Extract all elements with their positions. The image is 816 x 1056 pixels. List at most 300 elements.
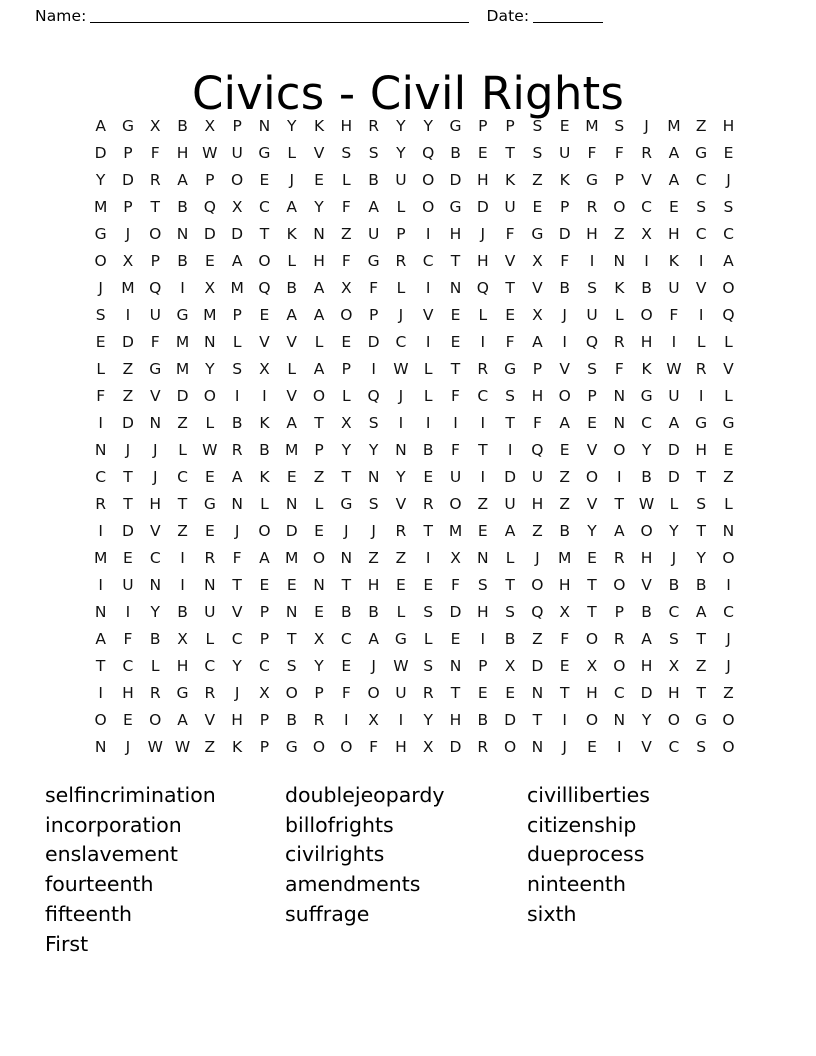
grid-letter[interactable]: N: [231, 495, 243, 513]
word-list-item[interactable]: enslavement: [45, 842, 178, 867]
grid-letter[interactable]: O: [640, 522, 653, 540]
grid-letter[interactable]: G: [258, 144, 271, 162]
grid-letter[interactable]: K: [505, 171, 516, 189]
grid-letter[interactable]: Z: [559, 468, 570, 486]
grid-letter[interactable]: O: [531, 576, 544, 594]
grid-letter[interactable]: B: [422, 441, 434, 459]
grid-letter[interactable]: Z: [313, 468, 325, 486]
grid-letter[interactable]: Z: [613, 225, 625, 243]
grid-letter[interactable]: O: [312, 738, 326, 756]
grid-letter[interactable]: M: [93, 198, 108, 216]
grid-letter[interactable]: L: [342, 171, 351, 189]
grid-letter[interactable]: I: [425, 333, 431, 351]
grid-letter[interactable]: W: [202, 441, 218, 459]
grid-letter[interactable]: A: [286, 414, 298, 432]
grid-letter[interactable]: D: [558, 225, 571, 243]
grid-letter[interactable]: Z: [477, 495, 489, 513]
grid-letter[interactable]: Q: [203, 198, 216, 216]
grid-letter[interactable]: I: [617, 738, 622, 756]
grid-letter[interactable]: F: [369, 279, 379, 297]
grid-letter[interactable]: F: [505, 225, 515, 243]
grid-letter[interactable]: F: [341, 198, 351, 216]
grid-letter[interactable]: Y: [286, 117, 297, 135]
word-list-item[interactable]: civilliberties: [527, 783, 650, 807]
grid-letter[interactable]: A: [286, 306, 298, 324]
grid-letter[interactable]: X: [532, 252, 543, 270]
grid-letter[interactable]: A: [723, 252, 734, 270]
grid-letter[interactable]: J: [480, 225, 486, 243]
grid-letter[interactable]: J: [726, 657, 731, 675]
grid-letter[interactable]: I: [562, 711, 567, 729]
grid-letter[interactable]: H: [695, 441, 707, 459]
grid-letter[interactable]: R: [695, 360, 707, 378]
grid-letter[interactable]: V: [695, 279, 707, 297]
grid-letter[interactable]: I: [234, 387, 240, 405]
grid-letter[interactable]: J: [125, 738, 131, 756]
grid-letter[interactable]: O: [640, 306, 653, 324]
grid-letter[interactable]: E: [259, 171, 270, 189]
word-list-item[interactable]: First: [45, 931, 89, 956]
grid-letter[interactable]: S: [477, 576, 488, 594]
grid-letter[interactable]: N: [477, 549, 489, 567]
grid-letter[interactable]: E: [204, 522, 215, 540]
word-list-item[interactable]: dueprocess: [527, 842, 645, 867]
grid-letter[interactable]: N: [613, 387, 626, 405]
grid-letter[interactable]: J: [344, 522, 349, 540]
grid-letter[interactable]: E: [314, 603, 324, 621]
grid-letter[interactable]: S: [723, 198, 734, 216]
grid-letter[interactable]: I: [425, 225, 431, 243]
grid-letter[interactable]: Y: [641, 441, 652, 459]
grid-letter[interactable]: O: [203, 387, 216, 405]
grid-letter[interactable]: U: [668, 387, 680, 405]
grid-letter[interactable]: P: [259, 630, 270, 648]
grid-letter[interactable]: W: [147, 738, 163, 756]
grid-letter[interactable]: D: [367, 333, 380, 351]
grid-letter[interactable]: C: [668, 738, 680, 756]
grid-letter[interactable]: Y: [641, 711, 652, 729]
grid-letter[interactable]: G: [449, 198, 462, 216]
grid-letter[interactable]: J: [562, 738, 567, 756]
grid-letter[interactable]: F: [150, 144, 160, 162]
grid-letter[interactable]: X: [149, 117, 161, 135]
grid-letter[interactable]: S: [368, 414, 379, 432]
grid-letter[interactable]: P: [314, 684, 324, 702]
grid-letter[interactable]: L: [96, 360, 105, 378]
grid-letter[interactable]: H: [586, 225, 598, 243]
grid-letter[interactable]: F: [587, 144, 597, 162]
grid-letter[interactable]: I: [98, 522, 103, 540]
grid-letter[interactable]: O: [585, 468, 599, 486]
grid-letter[interactable]: I: [507, 441, 513, 459]
word-list-item[interactable]: citizenship: [527, 812, 637, 837]
grid-letter[interactable]: X: [368, 711, 379, 729]
grid-letter[interactable]: I: [98, 684, 103, 702]
grid-letter[interactable]: E: [450, 630, 461, 648]
grid-letter[interactable]: X: [259, 360, 270, 378]
grid-letter[interactable]: I: [98, 576, 103, 594]
grid-letter[interactable]: K: [232, 738, 243, 756]
grid-letter[interactable]: W: [638, 495, 655, 513]
grid-letter[interactable]: P: [560, 198, 570, 216]
grid-letter[interactable]: Y: [396, 468, 406, 486]
grid-letter[interactable]: H: [449, 225, 462, 243]
grid-letter[interactable]: J: [562, 306, 567, 324]
grid-letter[interactable]: S: [587, 279, 597, 297]
grid-letter[interactable]: O: [149, 225, 162, 243]
grid-letter[interactable]: E: [723, 441, 734, 459]
grid-letter[interactable]: G: [176, 306, 189, 324]
grid-letter[interactable]: I: [480, 468, 486, 486]
grid-letter[interactable]: A: [368, 630, 379, 648]
grid-letter[interactable]: N: [313, 225, 325, 243]
grid-letter[interactable]: A: [95, 117, 106, 135]
grid-letter[interactable]: K: [668, 252, 679, 270]
grid-letter[interactable]: K: [313, 117, 325, 135]
grid-letter[interactable]: G: [695, 711, 708, 729]
grid-letter[interactable]: V: [586, 495, 598, 513]
grid-letter[interactable]: I: [398, 711, 404, 729]
grid-letter[interactable]: T: [696, 684, 706, 702]
grid-letter[interactable]: G: [695, 144, 708, 162]
grid-letter[interactable]: N: [94, 738, 107, 756]
grid-letter[interactable]: S: [668, 630, 679, 648]
grid-letter[interactable]: T: [450, 360, 461, 378]
grid-letter[interactable]: Q: [722, 306, 735, 324]
grid-letter[interactable]: R: [613, 333, 625, 351]
grid-letter[interactable]: C: [695, 171, 707, 189]
grid-letter[interactable]: F: [532, 414, 542, 432]
grid-letter[interactable]: G: [367, 252, 380, 270]
grid-letter[interactable]: J: [125, 441, 131, 459]
grid-letter[interactable]: M: [448, 522, 463, 540]
grid-letter[interactable]: Z: [122, 360, 134, 378]
grid-letter[interactable]: H: [449, 711, 462, 729]
grid-letter[interactable]: A: [259, 549, 270, 567]
grid-letter[interactable]: I: [425, 414, 431, 432]
grid-letter[interactable]: K: [559, 171, 570, 189]
grid-letter[interactable]: U: [204, 603, 216, 621]
grid-letter[interactable]: A: [368, 198, 379, 216]
grid-letter[interactable]: P: [396, 225, 406, 243]
grid-letter[interactable]: A: [313, 306, 325, 324]
grid-letter[interactable]: E: [286, 576, 297, 594]
grid-letter[interactable]: D: [94, 144, 107, 162]
grid-letter[interactable]: H: [640, 549, 653, 567]
grid-letter[interactable]: N: [285, 495, 298, 513]
grid-letter[interactable]: Q: [531, 441, 544, 459]
grid-letter[interactable]: H: [395, 738, 407, 756]
grid-letter[interactable]: G: [340, 495, 353, 513]
grid-letter[interactable]: L: [724, 495, 733, 513]
grid-letter[interactable]: D: [121, 171, 134, 189]
grid-letter[interactable]: L: [287, 144, 297, 162]
grid-letter[interactable]: P: [368, 306, 379, 324]
grid-letter[interactable]: U: [395, 171, 407, 189]
grid-letter[interactable]: O: [722, 738, 735, 756]
grid-letter[interactable]: T: [696, 468, 706, 486]
grid-letter[interactable]: J: [671, 549, 677, 567]
grid-letter[interactable]: T: [587, 603, 597, 621]
grid-letter[interactable]: V: [559, 360, 570, 378]
grid-letter[interactable]: E: [587, 414, 597, 432]
grid-letter[interactable]: J: [234, 522, 240, 540]
grid-letter[interactable]: D: [121, 414, 134, 432]
grid-letter[interactable]: A: [177, 711, 188, 729]
grid-letter[interactable]: L: [724, 333, 733, 351]
grid-letter[interactable]: W: [202, 144, 218, 162]
grid-letter[interactable]: G: [176, 684, 189, 702]
grid-letter[interactable]: R: [422, 684, 434, 702]
grid-letter[interactable]: T: [259, 225, 270, 243]
grid-letter[interactable]: T: [505, 576, 515, 594]
grid-letter[interactable]: E: [559, 117, 570, 135]
grid-letter[interactable]: B: [477, 711, 489, 729]
grid-letter[interactable]: F: [341, 252, 351, 270]
grid-letter[interactable]: X: [259, 684, 270, 702]
grid-letter[interactable]: L: [505, 549, 515, 567]
grid-letter[interactable]: Y: [314, 198, 324, 216]
grid-letter[interactable]: J: [398, 387, 404, 405]
grid-letter[interactable]: A: [286, 198, 298, 216]
grid-letter[interactable]: N: [258, 117, 271, 135]
grid-letter[interactable]: F: [669, 306, 679, 324]
grid-letter[interactable]: Z: [723, 468, 734, 486]
grid-letter[interactable]: H: [640, 333, 653, 351]
grid-letter[interactable]: U: [504, 198, 516, 216]
grid-letter[interactable]: H: [476, 171, 489, 189]
grid-letter[interactable]: T: [478, 441, 488, 459]
date-write-in-line[interactable]: [533, 21, 603, 23]
grid-letter[interactable]: Z: [177, 522, 188, 540]
grid-letter[interactable]: A: [504, 522, 516, 540]
grid-letter[interactable]: M: [585, 117, 599, 135]
grid-letter[interactable]: T: [696, 522, 706, 540]
grid-letter[interactable]: M: [558, 549, 572, 567]
grid-letter[interactable]: E: [341, 333, 352, 351]
grid-letter[interactable]: G: [121, 117, 134, 135]
grid-letter[interactable]: I: [180, 549, 185, 567]
grid-letter[interactable]: D: [449, 738, 462, 756]
grid-letter[interactable]: P: [259, 711, 270, 729]
grid-letter[interactable]: O: [285, 684, 298, 702]
grid-letter[interactable]: U: [231, 144, 243, 162]
grid-letter[interactable]: O: [613, 198, 626, 216]
grid-letter[interactable]: I: [480, 630, 486, 648]
grid-letter[interactable]: Z: [122, 387, 134, 405]
grid-letter[interactable]: F: [560, 630, 570, 648]
grid-letter[interactable]: G: [449, 117, 462, 135]
grid-letter[interactable]: C: [395, 333, 407, 351]
grid-letter[interactable]: S: [696, 495, 707, 513]
grid-letter[interactable]: X: [231, 198, 243, 216]
grid-letter[interactable]: G: [695, 414, 708, 432]
grid-letter[interactable]: P: [123, 198, 133, 216]
grid-letter[interactable]: O: [94, 252, 107, 270]
grid-letter[interactable]: R: [422, 495, 434, 513]
grid-letter[interactable]: D: [476, 198, 489, 216]
grid-letter[interactable]: P: [150, 252, 160, 270]
grid-letter[interactable]: L: [205, 630, 215, 648]
grid-letter[interactable]: R: [641, 144, 652, 162]
grid-letter[interactable]: R: [586, 198, 598, 216]
grid-letter[interactable]: Q: [367, 387, 380, 405]
grid-letter[interactable]: X: [313, 630, 325, 648]
grid-letter[interactable]: D: [231, 225, 244, 243]
grid-letter[interactable]: M: [285, 441, 299, 459]
grid-letter[interactable]: N: [204, 576, 216, 594]
grid-letter[interactable]: R: [204, 549, 216, 567]
grid-letter[interactable]: Y: [696, 549, 706, 567]
grid-letter[interactable]: D: [285, 522, 298, 540]
grid-letter[interactable]: W: [174, 738, 191, 756]
grid-letter[interactable]: C: [723, 603, 734, 621]
grid-letter[interactable]: X: [450, 549, 461, 567]
grid-letter[interactable]: B: [177, 603, 188, 621]
grid-letter[interactable]: Q: [422, 144, 435, 162]
grid-letter[interactable]: R: [149, 171, 161, 189]
grid-letter[interactable]: Y: [205, 360, 215, 378]
grid-letter[interactable]: P: [259, 738, 270, 756]
grid-letter[interactable]: U: [122, 576, 134, 594]
grid-letter[interactable]: Y: [669, 522, 679, 540]
grid-letter[interactable]: S: [614, 117, 625, 135]
grid-letter[interactable]: S: [696, 738, 707, 756]
word-list-item[interactable]: sixth: [527, 901, 577, 926]
grid-letter[interactable]: C: [422, 252, 434, 270]
grid-letter[interactable]: G: [640, 387, 653, 405]
grid-letter[interactable]: C: [259, 657, 270, 675]
grid-letter[interactable]: G: [394, 630, 407, 648]
grid-letter[interactable]: S: [696, 198, 707, 216]
grid-letter[interactable]: T: [614, 495, 625, 513]
grid-letter[interactable]: N: [204, 333, 216, 351]
grid-letter[interactable]: C: [231, 630, 243, 648]
grid-letter[interactable]: I: [98, 414, 103, 432]
grid-letter[interactable]: T: [177, 495, 188, 513]
grid-letter[interactable]: M: [203, 306, 217, 324]
grid-letter[interactable]: Z: [532, 171, 543, 189]
grid-letter[interactable]: T: [341, 576, 352, 594]
grid-letter[interactable]: L: [396, 603, 406, 621]
grid-letter[interactable]: S: [95, 306, 106, 324]
grid-letter[interactable]: O: [340, 738, 353, 756]
grid-letter[interactable]: B: [641, 279, 652, 297]
grid-letter[interactable]: T: [532, 711, 543, 729]
grid-letter[interactable]: N: [722, 522, 735, 540]
grid-letter[interactable]: I: [180, 576, 185, 594]
grid-letter[interactable]: J: [726, 630, 731, 648]
grid-letter[interactable]: O: [258, 522, 271, 540]
grid-letter[interactable]: I: [562, 333, 567, 351]
grid-letter[interactable]: O: [722, 279, 735, 297]
grid-letter[interactable]: I: [698, 306, 704, 324]
grid-letter[interactable]: E: [587, 738, 597, 756]
grid-letter[interactable]: D: [531, 657, 544, 675]
grid-letter[interactable]: E: [450, 333, 461, 351]
grid-letter[interactable]: H: [722, 117, 735, 135]
grid-letter[interactable]: E: [259, 576, 270, 594]
grid-letter[interactable]: Y: [396, 117, 406, 135]
grid-letter[interactable]: O: [504, 738, 517, 756]
grid-letter[interactable]: P: [314, 441, 324, 459]
grid-letter[interactable]: Y: [368, 441, 379, 459]
grid-letter[interactable]: B: [231, 414, 243, 432]
grid-letter[interactable]: G: [585, 171, 598, 189]
grid-letter[interactable]: B: [341, 603, 352, 621]
grid-letter[interactable]: A: [668, 171, 680, 189]
grid-letter[interactable]: X: [204, 279, 216, 297]
grid-letter[interactable]: G: [94, 225, 107, 243]
grid-letter[interactable]: V: [259, 333, 270, 351]
grid-letter[interactable]: Z: [695, 657, 707, 675]
grid-letter[interactable]: S: [423, 657, 434, 675]
grid-letter[interactable]: I: [644, 252, 649, 270]
grid-letter[interactable]: E: [587, 549, 597, 567]
grid-letter[interactable]: P: [123, 144, 133, 162]
grid-letter[interactable]: P: [614, 171, 624, 189]
grid-letter[interactable]: O: [367, 684, 380, 702]
grid-letter[interactable]: J: [535, 549, 540, 567]
grid-letter[interactable]: S: [532, 144, 543, 162]
grid-letter[interactable]: X: [422, 738, 434, 756]
grid-letter[interactable]: T: [341, 468, 352, 486]
grid-letter[interactable]: D: [504, 711, 517, 729]
grid-letter[interactable]: Z: [532, 522, 543, 540]
grid-letter[interactable]: K: [614, 279, 625, 297]
grid-letter[interactable]: V: [395, 495, 407, 513]
grid-letter[interactable]: A: [313, 279, 325, 297]
grid-letter[interactable]: H: [367, 576, 380, 594]
grid-letter[interactable]: P: [205, 171, 215, 189]
grid-letter[interactable]: U: [559, 144, 571, 162]
grid-letter[interactable]: R: [395, 522, 407, 540]
grid-letter[interactable]: G: [722, 414, 735, 432]
grid-letter[interactable]: M: [175, 360, 190, 378]
grid-letter[interactable]: Q: [149, 279, 162, 297]
grid-letter[interactable]: E: [314, 522, 324, 540]
grid-letter[interactable]: S: [286, 657, 297, 675]
grid-letter[interactable]: S: [505, 603, 516, 621]
grid-letter[interactable]: Q: [531, 603, 544, 621]
grid-letter[interactable]: O: [312, 549, 326, 567]
grid-letter[interactable]: L: [287, 360, 297, 378]
grid-letter[interactable]: S: [232, 360, 243, 378]
grid-letter[interactable]: J: [125, 225, 131, 243]
grid-letter[interactable]: M: [667, 117, 681, 135]
grid-letter[interactable]: L: [423, 630, 433, 648]
grid-letter[interactable]: I: [589, 252, 595, 270]
grid-letter[interactable]: L: [232, 333, 242, 351]
grid-letter[interactable]: Y: [396, 144, 406, 162]
grid-letter[interactable]: L: [314, 333, 324, 351]
grid-letter[interactable]: D: [504, 468, 517, 486]
grid-letter[interactable]: Y: [95, 171, 106, 189]
grid-letter[interactable]: U: [149, 306, 161, 324]
grid-letter[interactable]: B: [368, 603, 379, 621]
grid-letter[interactable]: G: [531, 225, 544, 243]
grid-letter[interactable]: X: [559, 603, 570, 621]
grid-letter[interactable]: R: [613, 630, 625, 648]
grid-letter[interactable]: Y: [150, 603, 160, 621]
grid-letter[interactable]: Y: [587, 522, 597, 540]
grid-letter[interactable]: S: [423, 603, 434, 621]
grid-letter[interactable]: P: [532, 360, 543, 378]
name-write-in-line[interactable]: [90, 21, 469, 23]
grid-letter[interactable]: D: [640, 684, 653, 702]
grid-letter[interactable]: L: [396, 198, 406, 216]
grid-letter[interactable]: N: [531, 684, 544, 702]
